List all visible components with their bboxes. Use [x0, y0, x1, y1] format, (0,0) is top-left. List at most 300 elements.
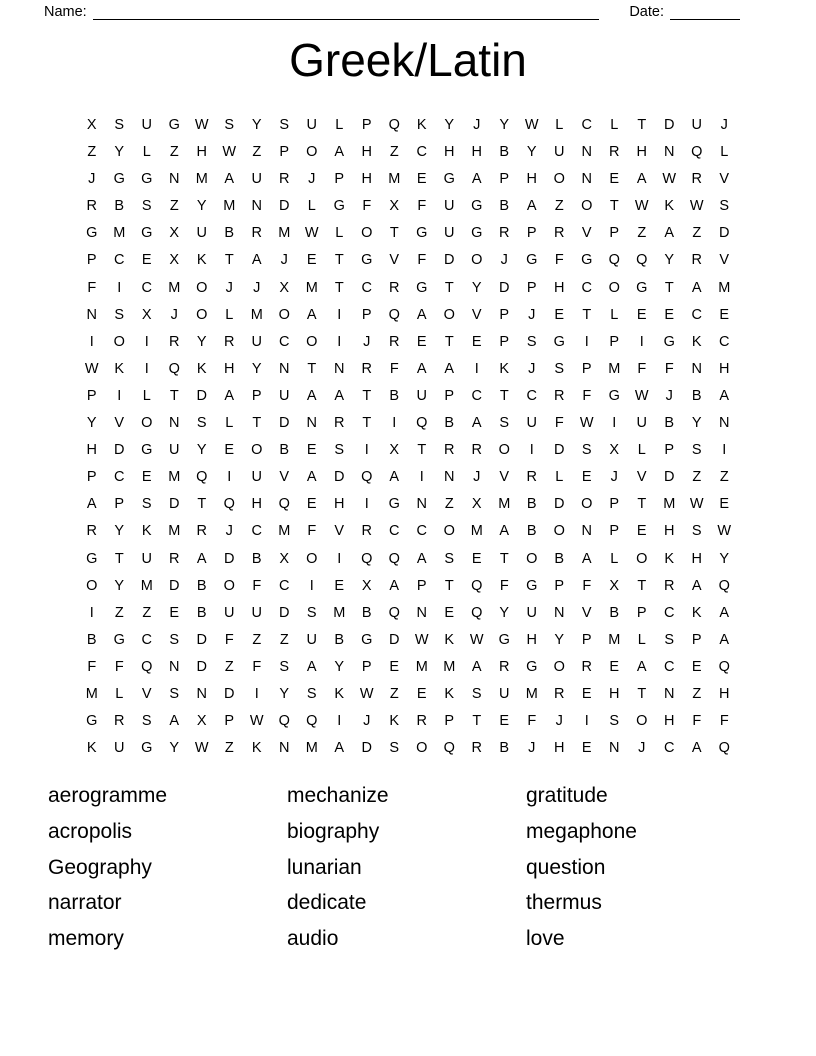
- grid-letter: K: [141, 523, 152, 540]
- grid-letter: Z: [169, 144, 179, 161]
- grid-letter: I: [529, 442, 534, 459]
- grid-letter: S: [499, 415, 510, 432]
- grid-letter: J: [528, 360, 536, 377]
- grid-letter: J: [500, 252, 508, 269]
- grid-row: [78, 464, 738, 491]
- grid-letter: Y: [691, 415, 702, 432]
- grid-letter: M: [470, 523, 483, 540]
- grid-letter: W: [689, 198, 704, 215]
- grid-letter: C: [141, 631, 152, 648]
- grid-letter: E: [444, 604, 455, 621]
- grid-letter: A: [306, 306, 317, 323]
- grid-letter: Z: [554, 198, 564, 215]
- grid-letter: C: [389, 523, 400, 540]
- grid-letter: C: [664, 658, 675, 675]
- grid-letter: C: [664, 740, 675, 757]
- grid-letter: X: [609, 577, 620, 594]
- grid-letter: H: [526, 631, 537, 648]
- grid-letter: J: [473, 117, 481, 133]
- grid-letter: D: [554, 496, 565, 513]
- grid-letter: A: [224, 387, 235, 404]
- grid-letter: K: [196, 360, 207, 377]
- grid-letter: U: [141, 550, 152, 567]
- grid-letter: T: [114, 550, 124, 567]
- word-list-item: question: [526, 855, 606, 879]
- grid-letter: X: [279, 550, 290, 567]
- grid-letter: M: [278, 523, 291, 540]
- grid-letter: C: [664, 604, 675, 621]
- grid-letter: E: [306, 442, 317, 459]
- word-list-item: acropolis: [48, 819, 133, 843]
- word-list-item: thermus: [526, 891, 602, 915]
- grid-letter: M: [168, 469, 181, 486]
- grid-letter: I: [117, 387, 122, 404]
- grid-letter: T: [362, 387, 372, 404]
- grid-letter: Q: [636, 252, 648, 269]
- grid-letter: A: [334, 387, 345, 404]
- grid-letter: T: [389, 225, 399, 242]
- grid-letter: S: [334, 442, 345, 459]
- grid-letter: R: [609, 144, 620, 161]
- grid-letter: T: [499, 387, 509, 404]
- grid-letter: R: [169, 333, 180, 350]
- grid-letter: I: [89, 604, 94, 621]
- grid-letter: A: [306, 387, 317, 404]
- grid-letter: V: [499, 469, 510, 486]
- grid-letter: V: [719, 171, 730, 188]
- grid-letter: G: [498, 631, 510, 648]
- grid-letter: B: [444, 415, 455, 432]
- grid-letter: O: [223, 577, 235, 594]
- grid-letter: M: [85, 685, 98, 702]
- grid-letter: M: [663, 496, 676, 513]
- grid-letter: A: [169, 713, 180, 730]
- grid-letter: K: [416, 117, 427, 133]
- grid-letter: A: [691, 740, 702, 757]
- grid-letter: S: [664, 631, 675, 648]
- grid-letter: L: [637, 631, 646, 648]
- grid-letter: Q: [416, 415, 428, 432]
- word-list-item: biography: [287, 819, 380, 843]
- grid-letter: G: [168, 117, 180, 133]
- grid-letter: U: [444, 198, 455, 215]
- grid-letter: H: [554, 279, 565, 296]
- grid-letter: E: [416, 171, 427, 188]
- grid-letter: F: [87, 658, 97, 675]
- grid-letter: B: [114, 198, 125, 215]
- grid-letter: I: [639, 333, 644, 350]
- grid-letter: R: [554, 685, 565, 702]
- grid-letter: P: [636, 604, 647, 621]
- grid-letter: A: [416, 306, 427, 323]
- grid-letter: I: [364, 442, 369, 459]
- grid-letter: V: [279, 469, 290, 486]
- word-list-item: dedicate: [287, 891, 367, 915]
- grid-letter: G: [526, 577, 538, 594]
- grid-letter: U: [279, 387, 290, 404]
- grid-letter: I: [419, 469, 424, 486]
- grid-letter: H: [86, 442, 97, 459]
- grid-letter: Y: [251, 117, 262, 133]
- grid-letter: A: [444, 360, 455, 377]
- grid-letter: D: [196, 387, 207, 404]
- grid-letter: J: [528, 306, 536, 323]
- grid-letter: R: [196, 523, 207, 540]
- grid-letter: H: [719, 685, 730, 702]
- grid-letter: A: [334, 740, 345, 757]
- grid-letter: W: [359, 685, 374, 702]
- grid-letter: Y: [664, 252, 675, 269]
- grid-letter: E: [471, 550, 482, 567]
- grid-letter: D: [554, 442, 565, 459]
- grid-letter: P: [444, 387, 455, 404]
- grid-letter: L: [720, 144, 729, 161]
- word-list-item: memory: [48, 927, 124, 951]
- grid-letter: O: [553, 171, 565, 188]
- grid-row: [78, 546, 738, 573]
- grid-letter: S: [169, 631, 180, 648]
- grid-letter: W: [194, 117, 209, 133]
- grid-letter: K: [389, 713, 400, 730]
- grid-letter: Z: [87, 144, 97, 161]
- header: [44, 4, 740, 21]
- grid-letter: Z: [692, 685, 702, 702]
- grid-letter: P: [251, 387, 262, 404]
- grid-letter: H: [224, 360, 235, 377]
- grid-letter: R: [86, 523, 97, 540]
- grid-letter: O: [196, 306, 208, 323]
- grid-letter: B: [86, 631, 97, 648]
- grid-letter: O: [636, 550, 648, 567]
- grid-letter: T: [582, 306, 592, 323]
- grid-letter: J: [225, 279, 233, 296]
- grid-letter: Q: [388, 604, 400, 621]
- word-list-item: mechanize: [287, 784, 389, 807]
- grid-letter: C: [114, 469, 125, 486]
- grid-letter: N: [581, 171, 592, 188]
- grid-letter: U: [416, 387, 427, 404]
- grid-letter: X: [86, 117, 97, 133]
- grid-letter: P: [581, 631, 592, 648]
- grid-letter: A: [691, 577, 702, 594]
- grid-letter: M: [443, 658, 456, 675]
- grid-row: [78, 681, 738, 708]
- grid-letter: L: [225, 306, 234, 323]
- word-list-column: [48, 778, 287, 957]
- grid-letter: F: [87, 279, 97, 296]
- grid-letter: D: [719, 225, 730, 242]
- grid-letter: M: [608, 631, 621, 648]
- grid-letter: C: [691, 306, 702, 323]
- grid-letter: I: [584, 713, 589, 730]
- grid-letter: N: [279, 360, 290, 377]
- grid-letter: Q: [608, 252, 620, 269]
- grid-letter: T: [362, 415, 372, 432]
- grid-letter: D: [664, 117, 675, 133]
- grid-letter: P: [526, 279, 537, 296]
- grid-letter: G: [333, 198, 345, 215]
- grid-letter: L: [225, 415, 234, 432]
- grid-letter: Z: [224, 658, 234, 675]
- grid-letter: T: [637, 117, 647, 133]
- grid-letter: Y: [334, 658, 345, 675]
- grid-letter: I: [144, 333, 149, 350]
- grid-letter: A: [719, 387, 730, 404]
- grid-letter: C: [279, 333, 290, 350]
- grid-letter: A: [471, 658, 482, 675]
- grid-letter: O: [553, 523, 565, 540]
- grid-letter: K: [691, 604, 702, 621]
- grid-letter: F: [362, 198, 372, 215]
- grid-letter: I: [337, 550, 342, 567]
- grid-letter: Q: [223, 496, 235, 513]
- grid-letter: L: [610, 117, 619, 133]
- grid-letter: I: [117, 279, 122, 296]
- grid-letter: Y: [169, 740, 180, 757]
- grid-letter: U: [169, 442, 180, 459]
- grid-letter: Y: [444, 117, 455, 133]
- grid-letter: T: [637, 685, 647, 702]
- grid-letter: A: [389, 469, 400, 486]
- grid-letter: P: [86, 387, 97, 404]
- grid-letter: T: [252, 415, 262, 432]
- grid-row: [78, 275, 738, 302]
- grid-letter: P: [86, 252, 97, 269]
- grid-row: [78, 735, 738, 762]
- grid-letter: W: [579, 415, 594, 432]
- grid-letter: W: [414, 631, 429, 648]
- grid-letter: U: [306, 631, 317, 648]
- grid-letter: B: [361, 604, 372, 621]
- grid-letter: R: [526, 469, 537, 486]
- grid-letter: K: [86, 740, 97, 757]
- grid-letter: W: [662, 171, 677, 188]
- grid-letter: B: [251, 550, 262, 567]
- grid-letter: M: [388, 171, 401, 188]
- grid-letter: M: [608, 360, 621, 377]
- grid-letter: E: [141, 469, 152, 486]
- grid-letter: X: [169, 225, 180, 242]
- grid-letter: Y: [499, 117, 510, 133]
- grid-letter: M: [250, 306, 263, 323]
- grid-letter: A: [691, 279, 702, 296]
- grid-letter: U: [114, 740, 125, 757]
- grid-letter: P: [114, 496, 125, 513]
- word-list-item: gratitude: [526, 784, 608, 807]
- grid-letter: O: [416, 740, 428, 757]
- grid-row: [78, 491, 738, 518]
- grid-letter: L: [142, 387, 151, 404]
- grid-letter: Y: [471, 279, 482, 296]
- grid-letter: D: [169, 577, 180, 594]
- grid-letter: B: [196, 577, 207, 594]
- grid-letter: D: [279, 198, 290, 215]
- grid-letter: G: [526, 252, 538, 269]
- grid-letter: H: [554, 740, 565, 757]
- grid-letter: J: [555, 713, 563, 730]
- grid-letter: O: [86, 577, 98, 594]
- grid-letter: O: [306, 333, 318, 350]
- grid-letter: R: [251, 225, 262, 242]
- grid-letter: T: [472, 713, 482, 730]
- grid-letter: D: [444, 252, 455, 269]
- grid-letter: A: [224, 171, 235, 188]
- grid-letter: E: [306, 496, 317, 513]
- grid-letter: T: [444, 577, 454, 594]
- grid-row: [78, 654, 738, 681]
- grid-letter: U: [499, 685, 510, 702]
- grid-letter: P: [86, 469, 97, 486]
- grid-letter: E: [609, 171, 620, 188]
- grid-letter: T: [417, 442, 427, 459]
- grid-letter: H: [361, 171, 372, 188]
- grid-letter: J: [253, 279, 261, 296]
- grid-letter: Z: [224, 740, 234, 757]
- grid-letter: A: [636, 171, 647, 188]
- grid-letter: Y: [719, 550, 730, 567]
- grid-letter: X: [389, 442, 400, 459]
- grid-letter: N: [251, 198, 262, 215]
- grid-letter: L: [555, 117, 564, 133]
- grid-letter: G: [636, 279, 648, 296]
- grid-letter: I: [254, 685, 259, 702]
- grid-letter: R: [664, 577, 675, 594]
- grid-letter: D: [334, 469, 345, 486]
- grid-letter: P: [416, 577, 427, 594]
- grid-letter: H: [526, 171, 537, 188]
- grid-letter: Z: [444, 496, 454, 513]
- grid-letter: C: [526, 387, 537, 404]
- grid-letter: G: [663, 333, 675, 350]
- grid-letter: B: [224, 225, 235, 242]
- grid-letter: R: [471, 442, 482, 459]
- grid-letter: I: [722, 442, 727, 459]
- grid-letter: M: [525, 685, 538, 702]
- word-list-item: aerogramme: [48, 784, 168, 807]
- grid-letter: S: [389, 740, 400, 757]
- grid-letter: W: [249, 713, 264, 730]
- grid-letter: F: [499, 577, 509, 594]
- grid-letter: N: [169, 171, 180, 188]
- grid-letter: A: [636, 658, 647, 675]
- grid-row: [78, 220, 738, 247]
- grid-letter: G: [141, 442, 153, 459]
- word-list-item: narrator: [48, 891, 122, 915]
- grid-letter: P: [664, 442, 675, 459]
- grid-letter: A: [471, 415, 482, 432]
- grid-letter: E: [471, 333, 482, 350]
- grid-letter: B: [609, 604, 620, 621]
- grid-letter: N: [719, 415, 730, 432]
- grid-letter: M: [223, 198, 236, 215]
- grid-letter: B: [499, 740, 510, 757]
- grid-letter: W: [689, 496, 704, 513]
- grid-letter: Y: [114, 144, 125, 161]
- grid-letter: E: [554, 306, 565, 323]
- grid-letter: G: [553, 333, 565, 350]
- grid-letter: S: [141, 496, 152, 513]
- grid-letter: Q: [691, 144, 703, 161]
- grid-letter: A: [306, 469, 317, 486]
- grid-letter: C: [251, 523, 262, 540]
- grid-letter: R: [691, 252, 702, 269]
- grid-letter: R: [444, 442, 455, 459]
- grid-letter: U: [251, 171, 262, 188]
- grid-letter: J: [170, 306, 178, 323]
- grid-letter: X: [141, 306, 152, 323]
- grid-letter: W: [84, 360, 99, 377]
- grid-row: [78, 708, 738, 735]
- grid-letter: X: [389, 198, 400, 215]
- grid-row: [78, 437, 738, 464]
- grid-letter: M: [415, 658, 428, 675]
- grid-letter: E: [691, 658, 702, 675]
- grid-letter: Q: [718, 658, 730, 675]
- grid-letter: G: [416, 225, 428, 242]
- grid-letter: V: [719, 252, 730, 269]
- grid-letter: W: [304, 225, 319, 242]
- grid-letter: F: [252, 577, 262, 594]
- grid-letter: H: [719, 360, 730, 377]
- grid-letter: R: [361, 360, 372, 377]
- grid-row: [78, 166, 738, 193]
- grid-letter: A: [526, 198, 537, 215]
- grid-letter: R: [554, 387, 565, 404]
- name-label: Name:: [44, 4, 87, 20]
- grid-letter: C: [471, 387, 482, 404]
- grid-letter: L: [142, 144, 151, 161]
- grid-letter: Q: [471, 577, 483, 594]
- grid-letter: I: [584, 333, 589, 350]
- grid-letter: A: [664, 225, 675, 242]
- grid-letter: B: [664, 415, 675, 432]
- grid-letter: Q: [388, 550, 400, 567]
- grid-letter: R: [416, 713, 427, 730]
- grid-letter: E: [416, 685, 427, 702]
- word-search-grid: [78, 112, 738, 762]
- grid-letter: F: [527, 713, 537, 730]
- grid-letter: Q: [388, 306, 400, 323]
- grid-letter: P: [361, 306, 372, 323]
- grid-letter: U: [691, 117, 702, 133]
- grid-letter: T: [664, 279, 674, 296]
- grid-letter: M: [305, 740, 318, 757]
- grid-letter: N: [334, 360, 345, 377]
- grid-letter: O: [251, 442, 263, 459]
- grid-letter: I: [337, 306, 342, 323]
- grid-letter: K: [664, 550, 675, 567]
- word-list-item: Geography: [48, 855, 152, 879]
- grid-letter: S: [306, 685, 317, 702]
- date-blank: [670, 5, 740, 20]
- grid-letter: F: [417, 198, 427, 215]
- grid-letter: O: [278, 306, 290, 323]
- grid-letter: I: [89, 333, 94, 350]
- grid-letter: G: [113, 171, 125, 188]
- grid-letter: G: [86, 225, 98, 242]
- grid-letter: D: [664, 469, 675, 486]
- grid-letter: G: [581, 252, 593, 269]
- grid-letter: R: [361, 523, 372, 540]
- grid-letter: A: [196, 550, 207, 567]
- grid-letter: W: [524, 117, 539, 133]
- grid-letter: Q: [388, 117, 400, 133]
- grid-letter: X: [471, 496, 482, 513]
- grid-letter: N: [86, 306, 97, 323]
- grid-letter: N: [169, 415, 180, 432]
- grid-letter: P: [609, 333, 620, 350]
- grid-letter: N: [581, 144, 592, 161]
